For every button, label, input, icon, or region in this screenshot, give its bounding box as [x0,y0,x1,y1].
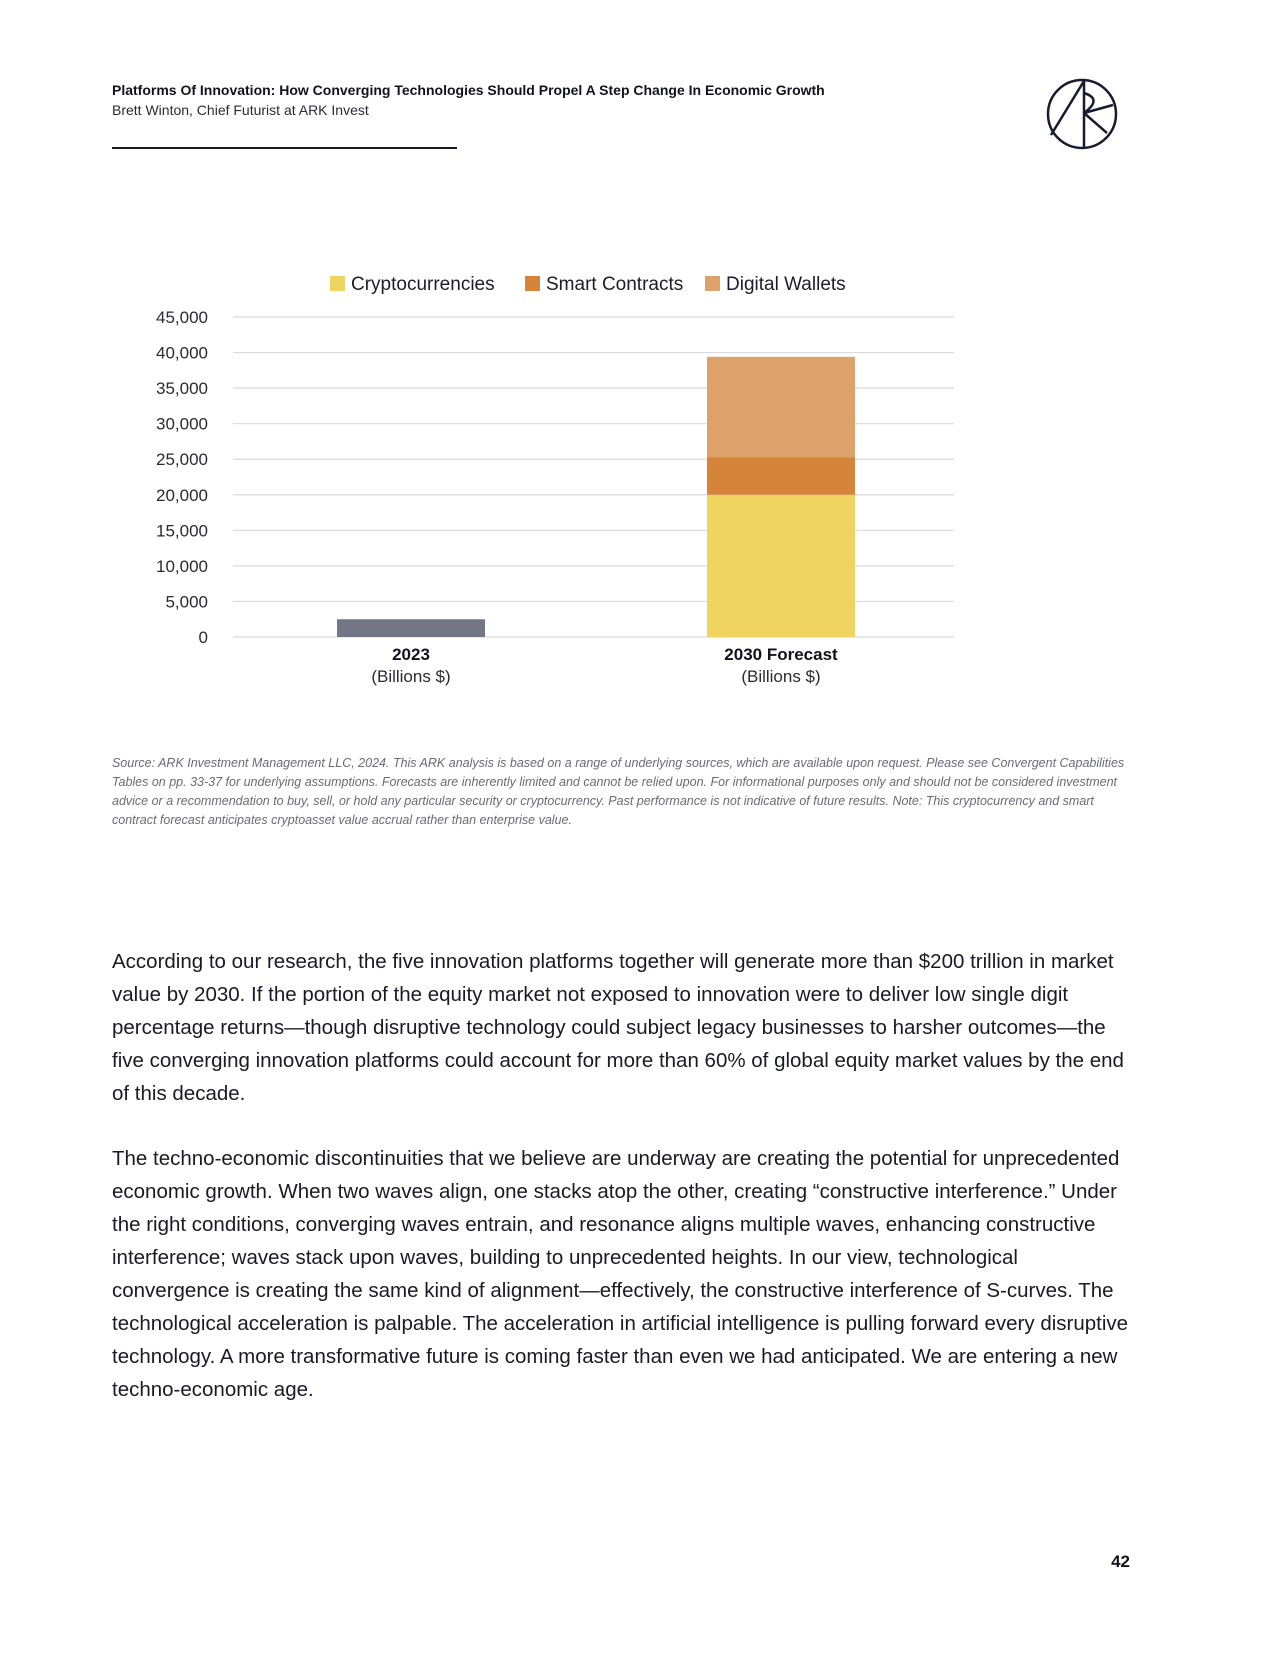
y-tick-label-2: 10,000 [156,556,208,576]
bar-2030-segment-1 [707,457,855,495]
x-category-label-1: 2030 Forecast [724,645,838,664]
chart-source-note: Source: ARK Investment Management LLC, 2024. This ARK analysis is based on a range of underlying sources, which are available upon request. Please see Convergent Capabilities Tables on pp. 33-37 for underlying assumptions. Forecasts are inherently limited and cannot be relied upon. For informational purposes only and should not be considered investment advice or a recommendation to buy, sell, or hold any particular security or cryptocurrency. Past performance is not indicative of future results. Note: This cryptocurrency and smart contract forecast anticipates cryptoasset value accrual rather than enterprise value. [112,756,1125,827]
body-paragraph-2: The techno-economic discontinuities that we believe are underway are creating the potential for unprecedented economic growth. When two waves align, one stacks atop the other, creating “constructive interference.” Under the right conditions, converging waves entrain, and resonance aligns multiple waves, enhancing constructive interference; waves stack upon waves, building to unprecedented heights. In our view, technological convergence is creating the same kind of alignment—effectively, the constructive interference of S-curves. The technological acceleration is palpable. The acceleration in artificial intelligence is pulling forward every disruptive technology. A more transformative future is coming faster than even we had anticipated. We are entering a new techno-economic age. [112,1147,1129,1401]
y-tick-label-4: 20,000 [156,485,208,505]
legend-label-0: Cryptocurrencies [351,274,495,295]
y-tick-label-8: 40,000 [156,343,208,363]
ark-logo-icon [1045,77,1119,151]
market-value-chart [112,270,1072,730]
bar-2030-segment-2 [707,357,855,457]
y-tick-label-5: 25,000 [156,450,208,470]
legend-label-2: Digital Wallets [726,274,846,295]
legend-swatch-2 [705,276,720,291]
header-divider [112,147,457,149]
y-tick-label-0: 0 [198,628,208,647]
document-header [112,80,1012,120]
legend-label-1: Smart Contracts [546,274,684,295]
chart-canvas [112,270,1072,730]
document-title: Platforms Of Innovation: How Converging Technologies Should Propel A Step Change In Economic Growth [112,82,825,98]
x-axis-labels [371,645,838,686]
x-category-sublabel-0: (Billions $) [371,667,451,686]
legend-swatch-0 [330,276,345,291]
y-axis-ticks [156,308,208,647]
y-tick-label-6: 30,000 [156,414,208,434]
chart-bars [337,357,855,637]
bar-2023-total [337,619,485,637]
chart-legend [330,274,846,295]
legend-swatch-1 [525,276,540,291]
y-tick-label-1: 5,000 [165,592,208,612]
x-category-label-0: 2023 [392,645,430,664]
page-number: 42 [1111,1552,1130,1571]
bar-2030-segment-0 [707,495,855,637]
y-tick-label-7: 35,000 [156,379,208,399]
x-category-sublabel-1: (Billions $) [741,667,821,686]
y-tick-label-3: 15,000 [156,521,208,541]
y-tick-label-9: 45,000 [156,308,208,327]
body-paragraph-1: According to our research, the five innovation platforms together will generate more than $200 trillion in market value by 2030. If the portion of the equity market not exposed to innovation were to deliver low single digit percentage returns—though disruptive technology could subject legacy businesses to harsher outcomes—the five converging innovation platforms could account for more than 60% of global equity market values by the end of this decade. [112,950,1124,1105]
document-author: Brett Winton, Chief Futurist at ARK Invest [112,102,369,118]
